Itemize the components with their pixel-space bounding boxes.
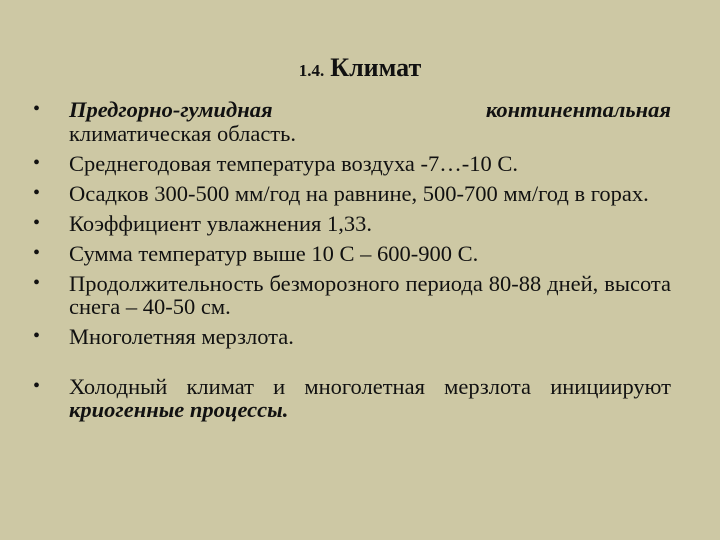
list-item-cryogenic-processes xyxy=(33,375,671,422)
region-type: континентальная xyxy=(485,97,671,122)
cryogenic-plain-text: Холодный климат и многолетная мерзлота инициируют xyxy=(69,373,671,399)
list-item-text: Многолетняя мерзлота. xyxy=(69,324,294,349)
bullet-icon: • xyxy=(33,325,41,347)
list-item-text: Продолжительность безморозного периода 80-88 дней, высота снега – 40-50 см. xyxy=(69,270,671,319)
list-item-climatic-region xyxy=(33,98,671,145)
region-name: Предгорно-гумидная xyxy=(69,97,273,122)
list-item-text: Коэффициент увлажнения 1,33. xyxy=(69,210,372,236)
bullet-icon: • xyxy=(33,98,41,120)
bullet-icon: • xyxy=(33,241,41,264)
section-number: 1.4. xyxy=(298,61,325,80)
list-item-text: Среднегодовая температура воздуха -7…-10 С. xyxy=(69,150,519,176)
list-item-precipitation xyxy=(33,182,671,206)
bullet-icon: • xyxy=(33,181,41,204)
slide-title xyxy=(0,52,720,88)
list-item-moisture-coefficient xyxy=(33,212,671,236)
region-first-line xyxy=(69,98,671,122)
list-item-frost-free-period xyxy=(33,272,671,319)
bullet-list xyxy=(33,98,671,428)
list-item-mean-temperature xyxy=(33,152,671,176)
region-remainder: климатическая область. xyxy=(69,120,297,146)
list-item-temperature-sum xyxy=(33,242,671,266)
section-title: Климат xyxy=(330,53,422,82)
list-item-text: Сумма температур выше 10 С – 600-900 С. xyxy=(69,240,479,266)
cryogenic-emphasis: криогенные процессы. xyxy=(69,397,289,422)
bullet-icon: • xyxy=(33,374,41,397)
list-item-permafrost xyxy=(33,325,671,349)
list-item-text: Осадков 300-500 мм/год на равнине, 500-700 мм/год в горах. xyxy=(69,180,649,206)
bullet-icon: • xyxy=(33,151,41,174)
bullet-icon: • xyxy=(33,271,41,294)
bullet-icon: • xyxy=(33,211,41,234)
